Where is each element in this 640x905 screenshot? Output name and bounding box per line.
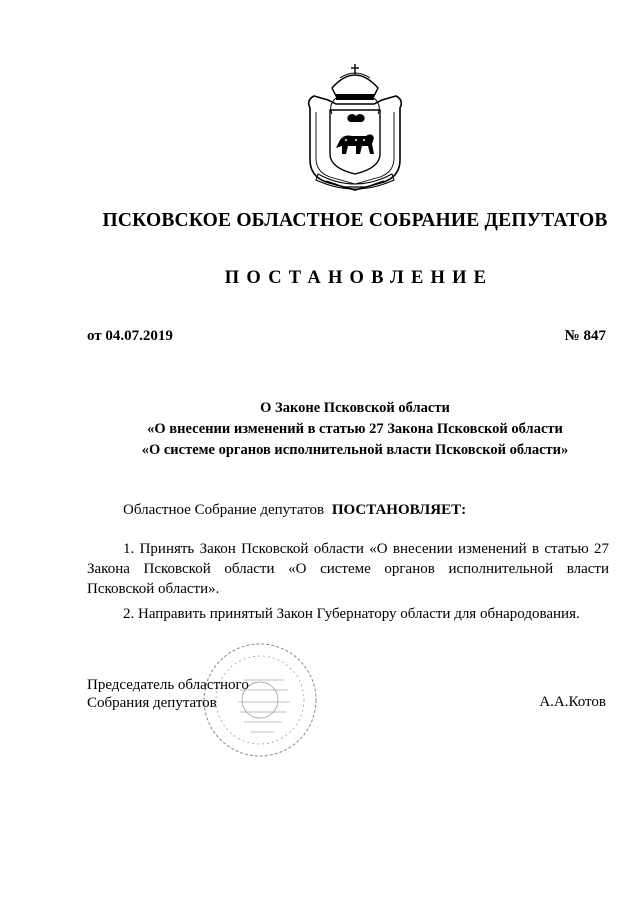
decree-intro: Областное Собрание депутатов [123,502,325,518]
decree-item-2: 2. Направить принятый Закон Губернатору области для обнародования. [123,606,580,622]
decree-item-1: 1. Принять Закон Псковской области «О внесении изменений в статью 27 Закона Псковской области «О системе органов исполнительной власти Псковской области». [87,541,609,597]
signatory-position-line-2: Собрания депутатов [87,695,217,711]
pskov-coat-of-arms-icon [300,60,410,195]
subject-line-1: О Законе Псковской области [260,400,450,416]
document-type: ПОСТАНОВЛЕНИЕ [224,268,494,288]
document-subject [60,398,640,461]
document-number: № 847 [564,328,606,344]
document-date: от 04.07.2019 [87,328,173,344]
subject-line-3: «О системе органов исполнительной власти Псковской области» [141,442,569,458]
decree-word: ПОСТАНОВЛЯЕТ: [331,502,467,518]
signatory-name: А.А.Котов [539,694,606,710]
organization-title: ПСКОВСКОЕ ОБЛАСТНОЕ СОБРАНИЕ ДЕПУТАТОВ [102,210,608,231]
decree-paragraph [87,500,609,520]
signatory-position-line-1: Председатель областного [87,677,249,693]
signatory-position [87,676,249,712]
subject-line-2: «О внесении изменений в статью 27 Закона Псковской области [147,421,563,437]
